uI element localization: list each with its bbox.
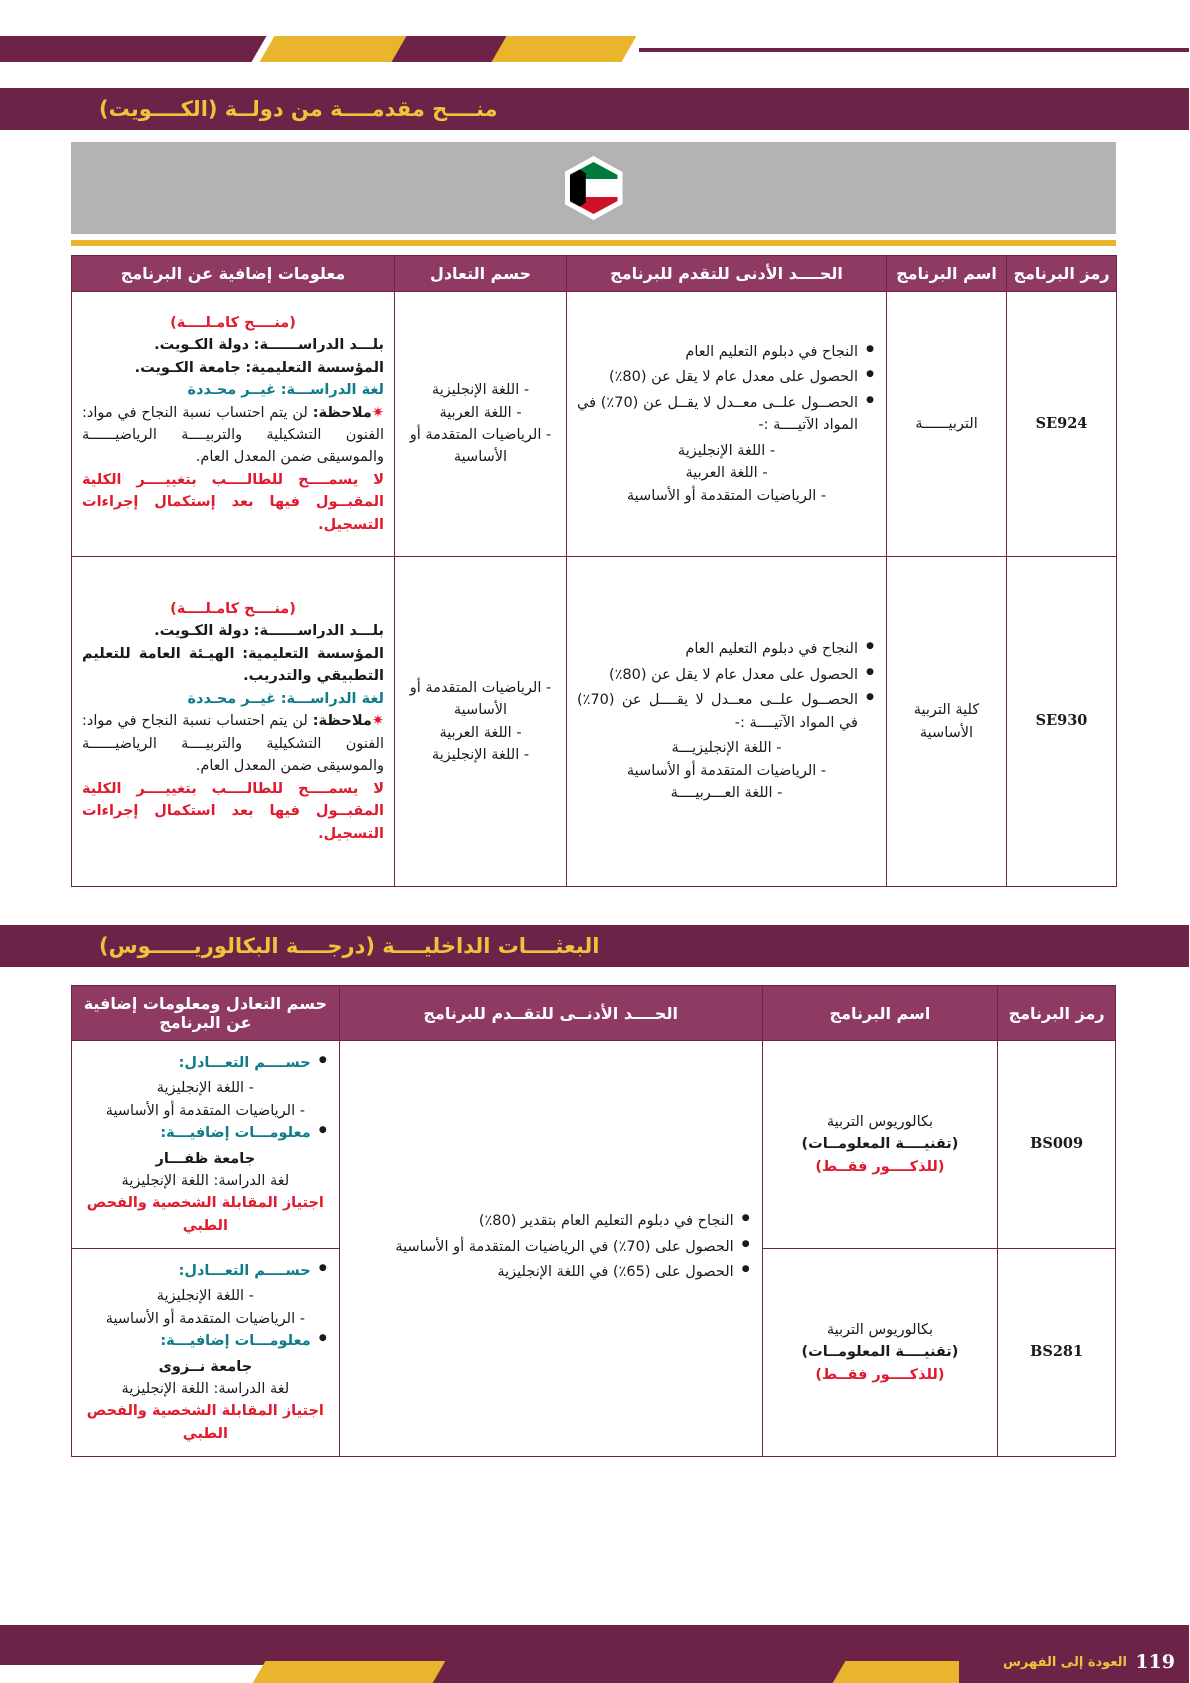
grant-type: (منــــح كامـلــــة) xyxy=(171,600,297,617)
program-name xyxy=(763,1041,999,1249)
warning-text: لا يسمــــح للطالــــب بتغييــــر الكلية المقبــول فيها بعد إستكمال إجراءات التسجيل. xyxy=(83,471,385,533)
requirement-item: ● النجاح في دبلوم التعليم العام xyxy=(578,638,859,660)
language-label: لغة الدراســـة: xyxy=(281,690,385,707)
table-row xyxy=(73,292,1118,557)
extra-info xyxy=(73,292,396,557)
tiebreak-label: ● حســــم التعـــادل: xyxy=(83,1260,312,1282)
extra-info xyxy=(73,1249,341,1457)
program-code: SE924 xyxy=(1008,292,1118,557)
table-row xyxy=(73,1041,1117,1249)
section-title-kuwait: منــــح مقدمــــة من دولــة (الكــــويت) xyxy=(100,97,499,121)
requirement-item: ● النجاح في دبلوم التعليم العام بتقدير (80٪) xyxy=(351,1210,735,1232)
requirement-subject: - الرياضيات المتقدمة أو الأساسية xyxy=(627,487,828,504)
kuwait-flag-icon xyxy=(566,156,624,220)
footer-band-gold-2 xyxy=(834,1661,977,1683)
requirement-text: اجتياز المقابلة الشخصية والفحص الطبي xyxy=(87,1195,325,1234)
university-name: جامعة ظفـــار xyxy=(156,1150,257,1167)
country-value: دولة الكـويت. xyxy=(155,623,251,640)
gold-divider-1 xyxy=(72,240,1117,246)
requirement-subject: - اللغة العربية xyxy=(686,465,769,482)
tiebreak-subjects xyxy=(396,557,568,887)
language-value: غيــر محـددة xyxy=(188,382,278,399)
tiebreak-item: - الرياضيات المتقدمة أو الأساسية xyxy=(106,1102,306,1119)
col-header-extra: حسم التعادل ومعلومات إضافية عن البرنامج xyxy=(73,986,341,1041)
flag-banner xyxy=(72,142,1117,234)
note-text: لن يتم احتساب نسبة النجاح في مواد: الفنون التشكيلية والتربيــــة الرياضيــــــة والموسيقى ضمن المعدل العام. xyxy=(83,713,385,775)
requirement-item: ● الحصــول علــى معــدل لا يقــل عن (70٪) في المواد الآتيــــة :- xyxy=(578,392,859,437)
program-code: SE930 xyxy=(1008,557,1118,887)
col-header-code: رمز البرنامج xyxy=(999,986,1117,1041)
table-row xyxy=(73,557,1118,887)
deco-band-gold-2 xyxy=(492,36,637,62)
language-value: غيــر محـددة xyxy=(188,690,278,707)
requirement-subject: - اللغة الإنجليزيـــة xyxy=(672,740,783,757)
university-name: جامعة نــزوى xyxy=(159,1358,254,1375)
institution-value: جامعة الكـويت. xyxy=(135,359,242,376)
requirement-item: ● الحصــول علــى معــدل لا يقــــل عن (70٪) في المواد الآتيــــة :- xyxy=(578,689,859,734)
program-name-line2: (تقنيــــة المعلومــات) xyxy=(802,1136,960,1153)
note-label: ملاحظة: xyxy=(313,713,373,730)
col-header-extra: معلومات إضافية عن البرنامج xyxy=(73,256,396,292)
back-to-index-link[interactable]: العودة إلى الفهرس xyxy=(1003,1655,1128,1670)
min-requirements xyxy=(568,557,888,887)
kuwait-scholarships-table xyxy=(72,255,1118,887)
footer-band-maroon xyxy=(434,1661,867,1683)
institution-value: الهيـئة العامة للتعليم التطبيقي والتدريب. xyxy=(83,645,385,685)
extra-label: ● معلومـــات إضافيـــة: xyxy=(83,1122,312,1144)
program-name-line1: بكالوريوس التربية xyxy=(827,1321,935,1338)
requirement-item: ● الحصول على معدل عام لا يقل عن (80٪) xyxy=(578,366,859,388)
requirement-subject: - الرياضيات المتقدمة أو الأساسية xyxy=(627,762,828,779)
requirement-text: اجتياز المقابلة الشخصية والفحص الطبي xyxy=(87,1403,325,1442)
section-header-internal xyxy=(0,925,1190,967)
footer-decoration xyxy=(0,1625,1190,1683)
program-name: كلية التربية الأساسية xyxy=(888,557,1008,887)
program-name-line1: بكالوريوس التربية xyxy=(827,1113,935,1130)
note-text: لن يتم احتساب نسبة النجاح في مواد: الفنون التشكيلية والتربيــــة الرياضيــــــة والموسيقى ضمن المعدل العام. xyxy=(83,404,385,466)
table-header-row xyxy=(73,986,1117,1041)
note-asterisk-icon: ✷ xyxy=(372,713,385,730)
top-decoration-bar xyxy=(0,0,1190,62)
internal-scholarships-table xyxy=(72,985,1117,1457)
country-label: بلـــد الدراســــــة: xyxy=(254,623,385,640)
requirement-subject: - اللغة الإنجليزية xyxy=(678,442,777,459)
note-label: ملاحظة: xyxy=(313,404,373,421)
warning-text: لا يسمــــح للطالــــب بتغييــــر الكلية المقبــول فيها بعد استكمال إجراءات التسجيل. xyxy=(83,780,385,842)
requirement-subject: - اللغة العـــربيــــة xyxy=(671,785,784,802)
program-name xyxy=(763,1249,999,1457)
min-requirements xyxy=(568,292,888,557)
language-label: لغة الدراســـة: xyxy=(281,382,385,399)
institution-label: المؤسسة التعليمية: xyxy=(246,359,385,376)
program-gender-restriction: (للذكــــور فقــط) xyxy=(816,1366,946,1383)
extra-info xyxy=(73,1041,341,1249)
tiebreak-label: ● حســــم التعـــادل: xyxy=(83,1052,312,1074)
requirement-item: ● الحصول على (65٪) في اللغة الإنجليزية xyxy=(351,1261,735,1283)
tiebreak-item: - اللغة الإنجليزية xyxy=(432,746,531,763)
section-title-internal: البعثــــات الداخليــــة (درجــــة البكالوريــــــوس) xyxy=(100,934,601,958)
language-line: لغة الدراسة: اللغة الإنجليزية xyxy=(122,1380,291,1397)
program-code: BS009 xyxy=(999,1041,1117,1249)
tiebreak-item: - الرياضيات المتقدمة أو الأساسية xyxy=(410,427,553,466)
tiebreak-item: - اللغة الإنجليزية xyxy=(432,382,531,399)
min-requirements xyxy=(340,1041,763,1457)
tiebreak-item: - اللغة الإنجليزية xyxy=(157,1288,255,1305)
tiebreak-item: - اللغة الإنجليزية xyxy=(157,1080,255,1097)
page-number: 119 xyxy=(1136,1651,1176,1673)
extra-label: ● معلومـــات إضافيـــة: xyxy=(83,1330,312,1352)
institution-label: المؤسسة التعليمية: xyxy=(243,645,385,662)
col-header-name: اسم البرنامج xyxy=(888,256,1008,292)
program-name: التربيــــــة xyxy=(888,292,1008,557)
country-label: بلـــد الدراســــــة: xyxy=(254,337,385,354)
program-code: BS281 xyxy=(999,1249,1117,1457)
table-header-row xyxy=(73,256,1118,292)
requirement-item: ● النجاح في دبلوم التعليم العام xyxy=(578,341,859,363)
tiebreak-subjects xyxy=(396,292,568,557)
tiebreak-item: - الرياضيات المتقدمة أو الأساسية xyxy=(106,1310,306,1327)
col-header-code: رمز البرنامج xyxy=(1008,256,1118,292)
extra-info xyxy=(73,557,396,887)
tiebreak-item: - اللغة العربية xyxy=(440,404,523,421)
tiebreak-item: - اللغة العربية xyxy=(440,724,523,741)
col-header-name: اسم البرنامج xyxy=(763,986,999,1041)
col-header-equiv: حسم التعادل xyxy=(396,256,568,292)
note-asterisk-icon: ✷ xyxy=(372,404,385,421)
col-header-min: الحــــد الأدنى للتقدم للبرنامج xyxy=(568,256,888,292)
program-gender-restriction: (للذكــــور فقــط) xyxy=(816,1158,946,1175)
deco-band-right xyxy=(640,48,1190,52)
grant-type: (منــــح كامـلــــة) xyxy=(171,314,297,331)
section-header-kuwait xyxy=(0,88,1190,130)
country-value: دولة الكـويت. xyxy=(155,337,251,354)
requirement-item: ● الحصول على معدل عام لا يقل عن (80٪) xyxy=(578,664,859,686)
program-name-line2: (تقنيــــة المعلومــات) xyxy=(802,1344,960,1361)
col-header-min: الحــــد الأدنــى للتقــدم للبرنامج xyxy=(340,986,763,1041)
language-line: لغة الدراسة: اللغة الإنجليزية xyxy=(122,1172,291,1189)
deco-band-maroon-left xyxy=(0,36,268,62)
tiebreak-item: - الرياضيات المتقدمة أو الأساسية xyxy=(410,679,553,719)
requirement-item: ● الحصول على (70٪) في الرياضيات المتقدمة أو الأساسية xyxy=(351,1236,735,1258)
